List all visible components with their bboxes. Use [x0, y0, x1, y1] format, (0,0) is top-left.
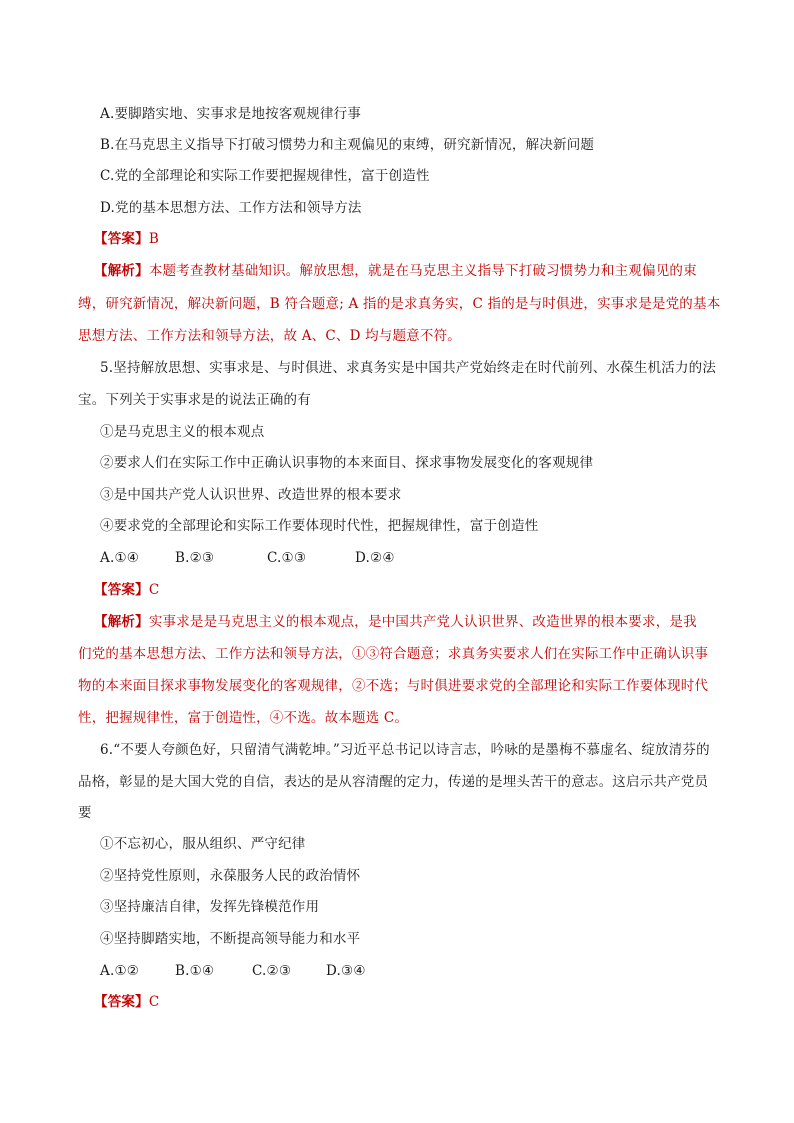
q6-item-1: ①不忘初心，服从组织、严守纪律 [100, 836, 306, 852]
analysis-text: 实事求是是马克思主义的根本观点，是中国共产党人认识世界、改造世界的根本要求，是我 [148, 614, 697, 630]
choice-c: C.②③ [252, 963, 292, 979]
answer-tag: 【答案】 [94, 994, 149, 1010]
q6-item-2: ②坚持党性原则，永葆服务人民的政治情怀 [100, 868, 361, 884]
q6-choices [100, 961, 366, 981]
q4-option-b: B.在马克思主义指导下打破习惯势力和主观偏见的束缚，研究新情况，解决新问题 [100, 137, 595, 153]
choice-c: C.①③ [267, 550, 307, 566]
analysis-tag: 【解析】 [94, 614, 149, 630]
q5-answer [94, 580, 159, 600]
q6-stem-line-2: 品格，彰显的是大国大党的自信，表达的是从容清醒的定力，传递的是埋头苦干的意志。这启示共产党员 [78, 774, 709, 790]
answer-value: B [148, 231, 159, 247]
q4-option-a: A.要脚踏实地、实事求是地按客观规律行事 [100, 106, 362, 122]
q5-choices [100, 548, 395, 568]
choice-d: D.②④ [355, 550, 395, 566]
q4-analysis-line-2: 缚，研究新情况，解决新问题，B 符合题意; A 指的是求真务实，C 指的是与时俱进，实事求是是党的基本 [78, 296, 721, 312]
q4-analysis-line-1 [94, 261, 697, 281]
q4-answer [94, 229, 159, 249]
q5-item-3: ③是中国共产党人认识世界、改造世界的根本要求 [100, 487, 402, 503]
q6-item-4: ④坚持脚踏实地，不断提高领导能力和水平 [100, 931, 361, 947]
q6-item-3: ③坚持廉洁自律，发挥先锋模范作用 [100, 899, 320, 915]
answer-tag: 【答案】 [94, 231, 149, 247]
q4-analysis-line-3: 思想方法、工作方法和领导方法，故 A、C、D 均与题意不符。 [78, 328, 461, 344]
q6-stem-line-3: 要 [78, 805, 92, 821]
answer-value: C [148, 582, 160, 598]
q5-analysis-line-2: 们党的基本思想方法、工作方法和领导方法，①③符合题意；求真务实要求人们在实际工作中正确认识事 [78, 646, 709, 662]
q4-option-d: D.党的基本思想方法、工作方法和领导方法 [100, 200, 362, 216]
q5-stem-line-1: 5.坚持解放思想、实事求是、与时俱进、求真务实是中国共产党始终走在时代前列、水葆生机活力的法 [100, 360, 717, 376]
analysis-tag: 【解析】 [94, 263, 149, 279]
q6-stem-line-1: 6.“不要人夸颜色好，只留清气满乾坤。”习近平总书记以诗言志，吟咏的是墨梅不慕虚名、绽放清芬的 [100, 742, 710, 758]
q5-item-4: ④要求党的全部理论和实际工作要体现时代性，把握规律性，富于创造性 [100, 518, 539, 534]
analysis-text: 本题考查教材基础知识。解放思想，就是在马克思主义指导下打破习惯势力和主观偏见的束 [148, 263, 697, 279]
choice-b: B.②③ [175, 550, 215, 566]
choice-a: A.①② [100, 963, 140, 979]
answer-value: C [148, 994, 160, 1010]
q4-option-c: C.党的全部理论和实际工作要把握规律性，富于创造性 [100, 168, 430, 184]
q5-analysis-line-1 [94, 612, 697, 632]
q5-stem-line-2: 宝。下列关于实事求是的说法正确的有 [78, 392, 311, 408]
q5-item-2: ②要求人们在实际工作中正确认识事物的本来面目、探求事物发展变化的客观规律 [100, 455, 594, 471]
q5-item-1: ①是马克思主义的根本观点 [100, 424, 265, 440]
q5-analysis-line-3: 物的本来面目探求事物发展变化的客观规律，②不选；与时俱进要求党的全部理论和实际工作要体现时代 [78, 678, 709, 694]
answer-tag: 【答案】 [94, 582, 149, 598]
q6-answer [94, 992, 159, 1012]
choice-a: A.①④ [100, 550, 140, 566]
q5-analysis-line-4: 性，把握规律性，富于创造性，④不选。故本题选 C。 [78, 710, 409, 726]
choice-d: D.③④ [326, 963, 366, 979]
choice-b: B.①④ [175, 963, 215, 979]
